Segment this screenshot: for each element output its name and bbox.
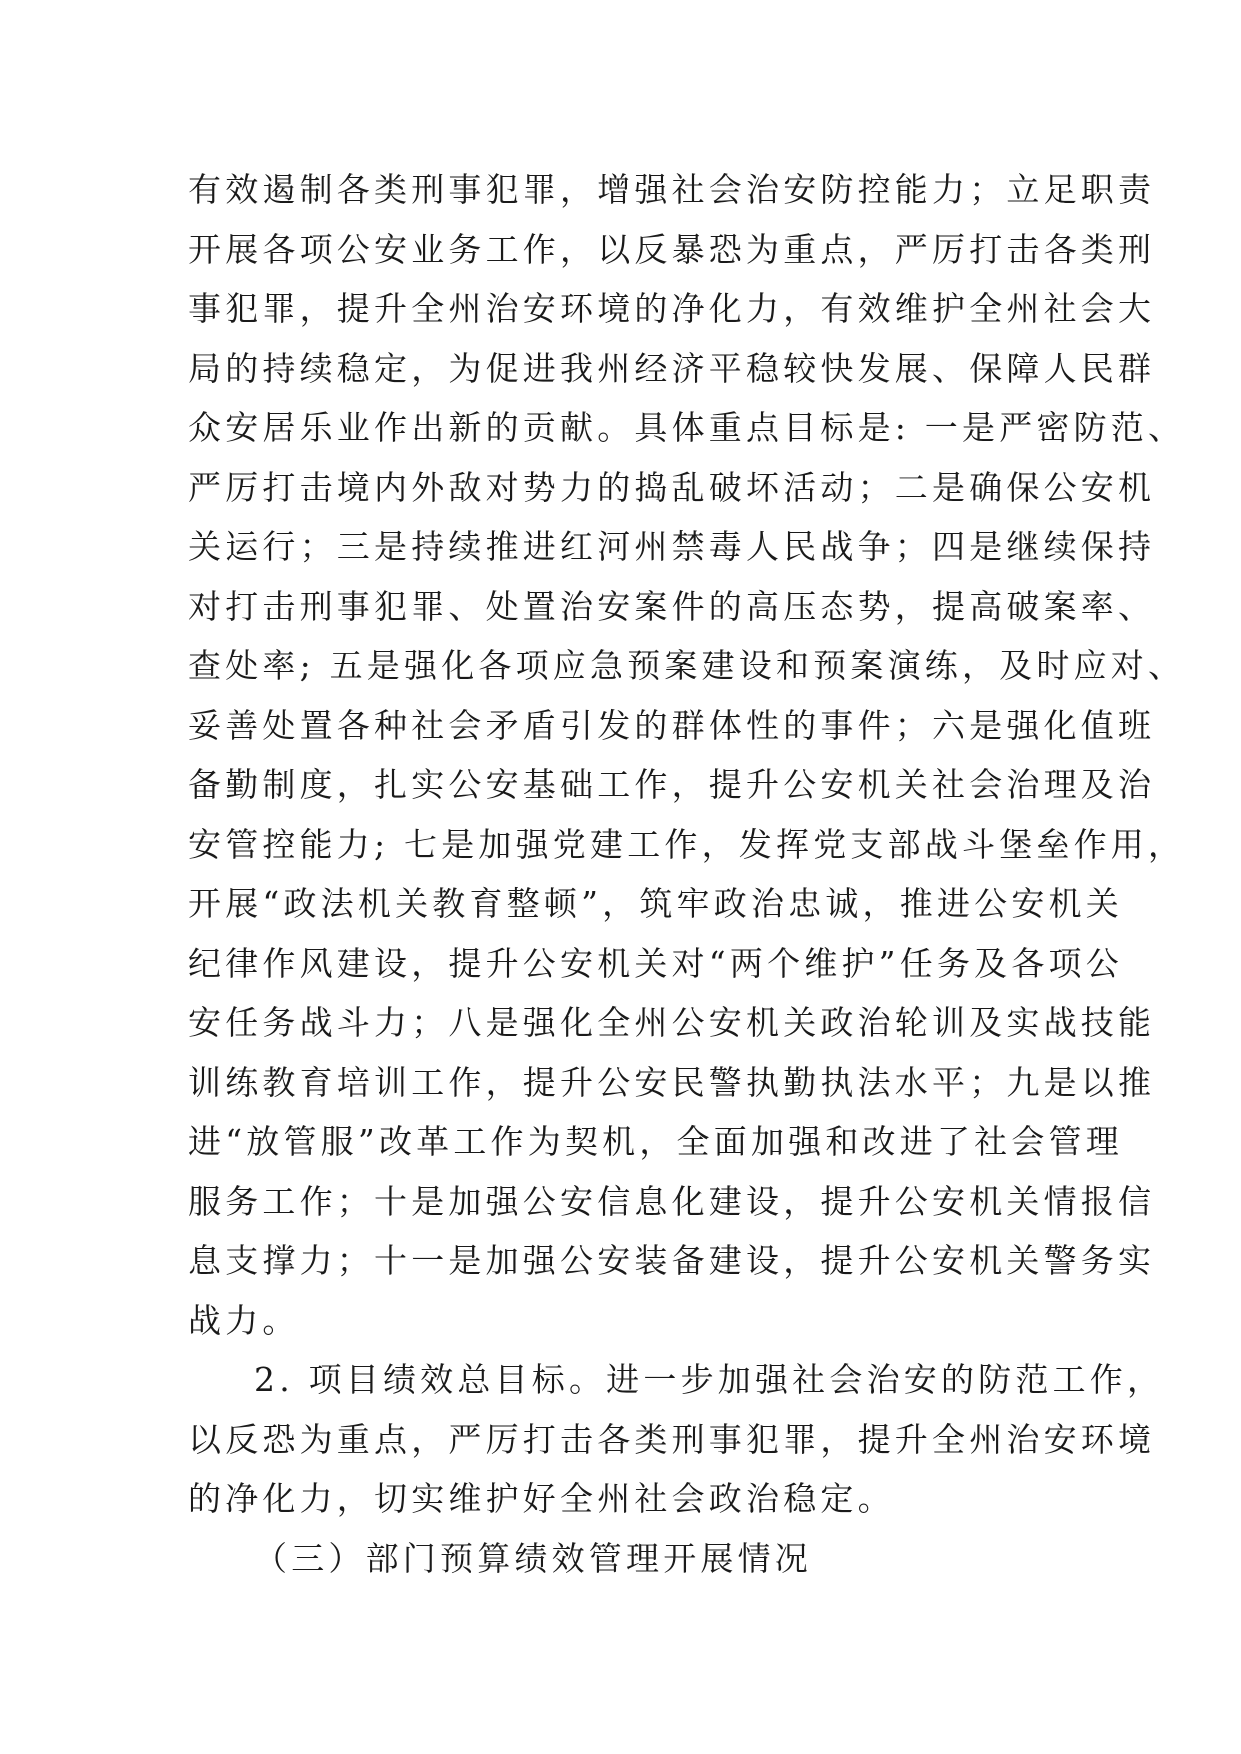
paragraph-line: 息支撑力；十一是加强公安装备建设，提升公安机关警务实 (188, 1241, 1156, 1280)
document-body (188, 160, 1186, 1588)
paragraph-line: 局的持续稳定，为促进我州经济平稳较快发展、保障人民群 (188, 348, 1156, 388)
paragraph-line: 对打击刑事犯罪、处置治安案件的高压态势，提高破案率、 (188, 586, 1156, 626)
paragraph-line: 事犯罪，提升全州治安环境的净化力，有效维护全州社会大 (188, 289, 1156, 328)
paragraph-line: 开展“政法机关教育整顿”，筑牢政治忠诚，推进公安机关 (188, 884, 1123, 923)
paragraph-line: 的净化力，切实维护好全州社会政治稳定。 (188, 1479, 895, 1518)
paragraph-line: 2. 项目绩效总目标。进一步加强社会治安的防范工作， (254, 1360, 1165, 1399)
paragraph-line: 进“放管服”改革工作为契机，全面加强和改进了社会管理 (188, 1122, 1123, 1161)
paragraph-line: 以反恐为重点，严厉打击各类刑事犯罪，提升全州治安环境 (188, 1419, 1156, 1459)
section-heading: （三）部门预算绩效管理开展情况 (254, 1538, 812, 1578)
paragraph-line: 关运行；三是持续推进红河州禁毒人民战争；四是继续保持 (188, 527, 1156, 566)
paragraph-line: 严厉打击境内外敌对势力的捣乱破坏活动；二是确保公安机 (188, 467, 1156, 507)
paragraph-line: 查处率; 五是强化各项应急预案建设和预案演练，及时应对、 (188, 646, 1186, 685)
paragraph-line: 备勤制度，扎实公安基础工作，提升公安机关社会治理及治 (188, 765, 1156, 804)
paragraph-line: 开展各项公安业务工作，以反暴恐为重点，严厉打击各类刑 (188, 229, 1156, 269)
paragraph-line: 妥善处置各种社会矛盾引发的群体性的事件；六是强化值班 (188, 705, 1156, 745)
paragraph-line: 有效遏制各类刑事犯罪，增强社会治安防控能力；立足职责 (188, 170, 1156, 209)
paragraph-line: 众安居乐业作出新的贡献。具体重点目标是: 一是严密防范、 (188, 408, 1186, 447)
paragraph-line: 训练教育培训工作，提升公安民警执勤执法水平；九是以推 (188, 1062, 1156, 1102)
paragraph-line: 战力。 (188, 1300, 300, 1340)
paragraph-line: 服务工作；十是加强公安信息化建设，提升公安机关情报信 (188, 1181, 1156, 1221)
paragraph-line: 纪律作风建设，提升公安机关对“两个维护”任务及各项公 (188, 943, 1123, 983)
paragraph-line: 安任务战斗力；八是强化全州公安机关政治轮训及实战技能 (188, 1003, 1156, 1042)
paragraph-line: 安管控能力; 七是加强党建工作，发挥党支部战斗堡垒作用， (188, 824, 1186, 864)
